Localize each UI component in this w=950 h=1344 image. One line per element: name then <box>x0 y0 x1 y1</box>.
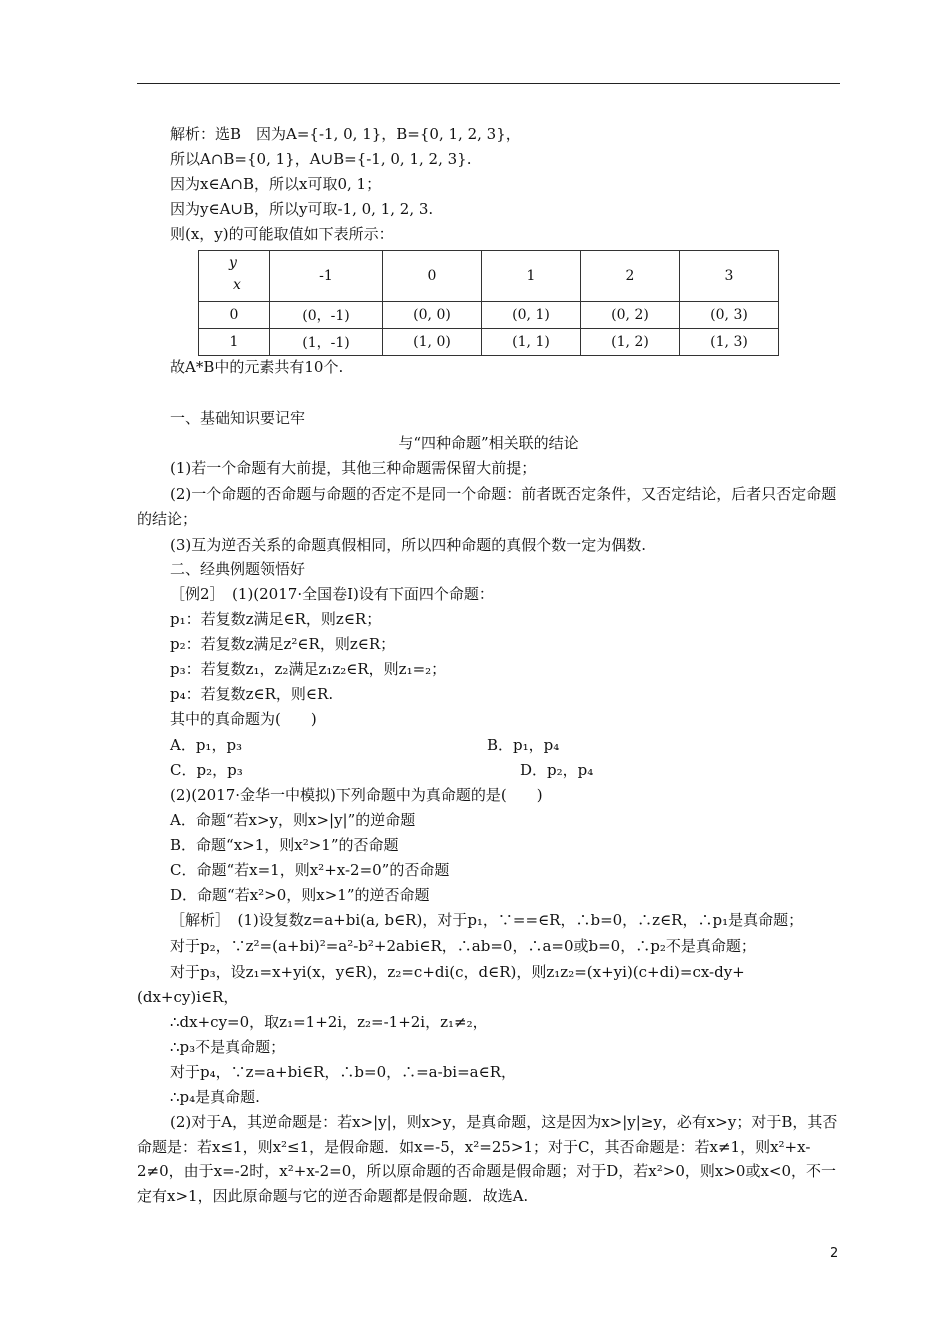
table-cell: (0, 1) <box>482 302 581 329</box>
example-heading: ［例2］ (1)(2017·全国卷Ⅰ)设有下面四个命题： <box>170 585 494 603</box>
table-row <box>199 302 779 329</box>
proposition-p3: p₃：若复数z₁，z₂满足z₁z₂∈R，则z₁=₂； <box>170 660 447 678</box>
table-header-cell: 3 <box>680 251 779 302</box>
table-header-cell: -1 <box>270 251 383 302</box>
conclusion-3: (3)互为逆否关系的命题真假相同，所以四种命题的真假个数一定为偶数. <box>170 536 647 554</box>
solution-part-2: (2)对于A，其逆命题是：若x>|y|，则x>y，是真命题，这是因为x>|y|≥y，必有x>y；对于B，其否命题是：若x≤1，则x²≤1，是假命题．如x=-5，x²=25>1；对于C，其否命题是：若x≠1，则x²+x-2≠0，由于x=-2时，x²+x-2=0，所以原命题的否命题是假命题；对于D，若x²>0，则x>0或x<0，不一定有x>1，因此原命题与它的逆否命题都是假命题．故选A. <box>137 1113 838 1205</box>
table-cell: (1, 3) <box>680 329 779 356</box>
table-conclusion: 故A*B中的元素共有10个. <box>170 358 344 376</box>
table-cell: (1，-1) <box>270 329 383 356</box>
proposition-p4: p₄：若复数z∈R，则∈R. <box>170 685 334 703</box>
table-cell: (0, 0) <box>383 302 482 329</box>
analysis-line-3: 因为x∈A∩B，所以x可取0, 1； <box>170 175 382 193</box>
table-header-cell: 1 <box>482 251 581 302</box>
solution-line-2: 对于p₂，∵z²=(a+bi)²=a²-b²+2abi∈R，∴ab=0，∴a=0或b=0，∴p₂不是真命题； <box>170 937 756 955</box>
option-b: B．p₁，p₄ <box>487 736 560 754</box>
solution-line-7: 对于p₄，∵z=a+bi∈R，∴b=0，∴=a-bi=a∈R， <box>170 1063 516 1081</box>
solution-line-6: ∴p₃不是真命题； <box>170 1038 286 1056</box>
solution-line-4: (dx+cy)i∈R， <box>137 988 239 1006</box>
option-a: A．p₁，p₃ <box>170 736 243 754</box>
section-heading-1: 一、基础知识要记牢 <box>170 409 306 427</box>
q2-option-c: C．命题“若x=1，则x²+x-2=0”的否命题 <box>170 861 450 879</box>
header-rule <box>137 83 840 84</box>
solution-line-3: 对于p₃，设z₁=x+yi(x，y∈R)，z₂=c+di(c，d∈R)，则z₁z₂=(x+yi)(c+di)=cx-dy+ <box>170 963 745 981</box>
analysis-line-4: 因为y∈A∪B，所以y可取-1, 0, 1, 2, 3. <box>170 200 434 218</box>
table-header-cell: 2 <box>581 251 680 302</box>
table-cell: 1 <box>199 329 270 356</box>
corner-y-label: y <box>229 255 237 271</box>
analysis-line-2: 所以A∩B={0, 1}，A∪B={-1, 0, 1, 2, 3}. <box>170 150 472 168</box>
table-cell: (1, 1) <box>482 329 581 356</box>
section-title: 与“四种命题”相关联的结论 <box>398 434 579 452</box>
option-c: C．p₂，p₃ <box>170 761 243 779</box>
q2-option-b: B．命题“x>1，则x²>1”的否命题 <box>170 836 399 854</box>
table-cell: 0 <box>199 302 270 329</box>
table-header-row <box>199 251 779 302</box>
q2-option-a: A．命题“若x>y，则x>|y|”的逆命题 <box>170 811 416 829</box>
solution-line-1: ［解析］ (1)设复数z=a+bi(a, b∈R)，对于p₁，∵==∈R，∴b=0，∴z∈R，∴p₁是真命题； <box>170 911 804 929</box>
conclusion-2: (2)一个命题的否命题与命题的否定不是同一个命题：前者既否定条件，又否定结论，后者只否定命题的结论； <box>137 485 837 528</box>
table-cell: (0, 2) <box>581 302 680 329</box>
values-table <box>198 250 779 356</box>
table-cell: (0, 3) <box>680 302 779 329</box>
section-heading-2: 二、经典例题领悟好 <box>170 560 306 578</box>
q2-option-d: D．命题“若x²>0，则x>1”的逆否命题 <box>170 886 430 904</box>
conclusion-1: (1)若一个命题有大前提，其他三种命题需保留大前提； <box>170 459 537 477</box>
solution-line-5: ∴dx+cy=0，取z₁=1+2i，z₂=-1+2i，z₁≠₂， <box>170 1013 488 1031</box>
proposition-p1: p₁：若复数z满足∈R，则z∈R； <box>170 610 382 628</box>
table-corner-cell <box>199 251 270 302</box>
solution-line-8: ∴p₄是真命题. <box>170 1088 260 1106</box>
table-cell: (1, 2) <box>581 329 680 356</box>
analysis-line-1: 解析：选B 因为A={-1, 0, 1}，B={0, 1, 2, 3}， <box>170 125 521 143</box>
table-row <box>199 329 779 356</box>
table-cell: (1, 0) <box>383 329 482 356</box>
analysis-line-5: 则(x，y)的可能取值如下表所示： <box>170 225 394 243</box>
option-d: D．p₂，p₄ <box>520 761 594 779</box>
proposition-p2: p₂：若复数z满足z²∈R，则z∈R； <box>170 635 396 653</box>
question-1-stem: 其中的真命题为( ) <box>170 710 317 728</box>
question-2-stem: (2)(2017·金华一中模拟)下列命题中为真命题的是( ) <box>170 786 543 804</box>
corner-x-label: x <box>233 277 241 293</box>
page-number: 2 <box>830 1246 839 1261</box>
table-header-cell: 0 <box>383 251 482 302</box>
table-cell: (0，-1) <box>270 302 383 329</box>
